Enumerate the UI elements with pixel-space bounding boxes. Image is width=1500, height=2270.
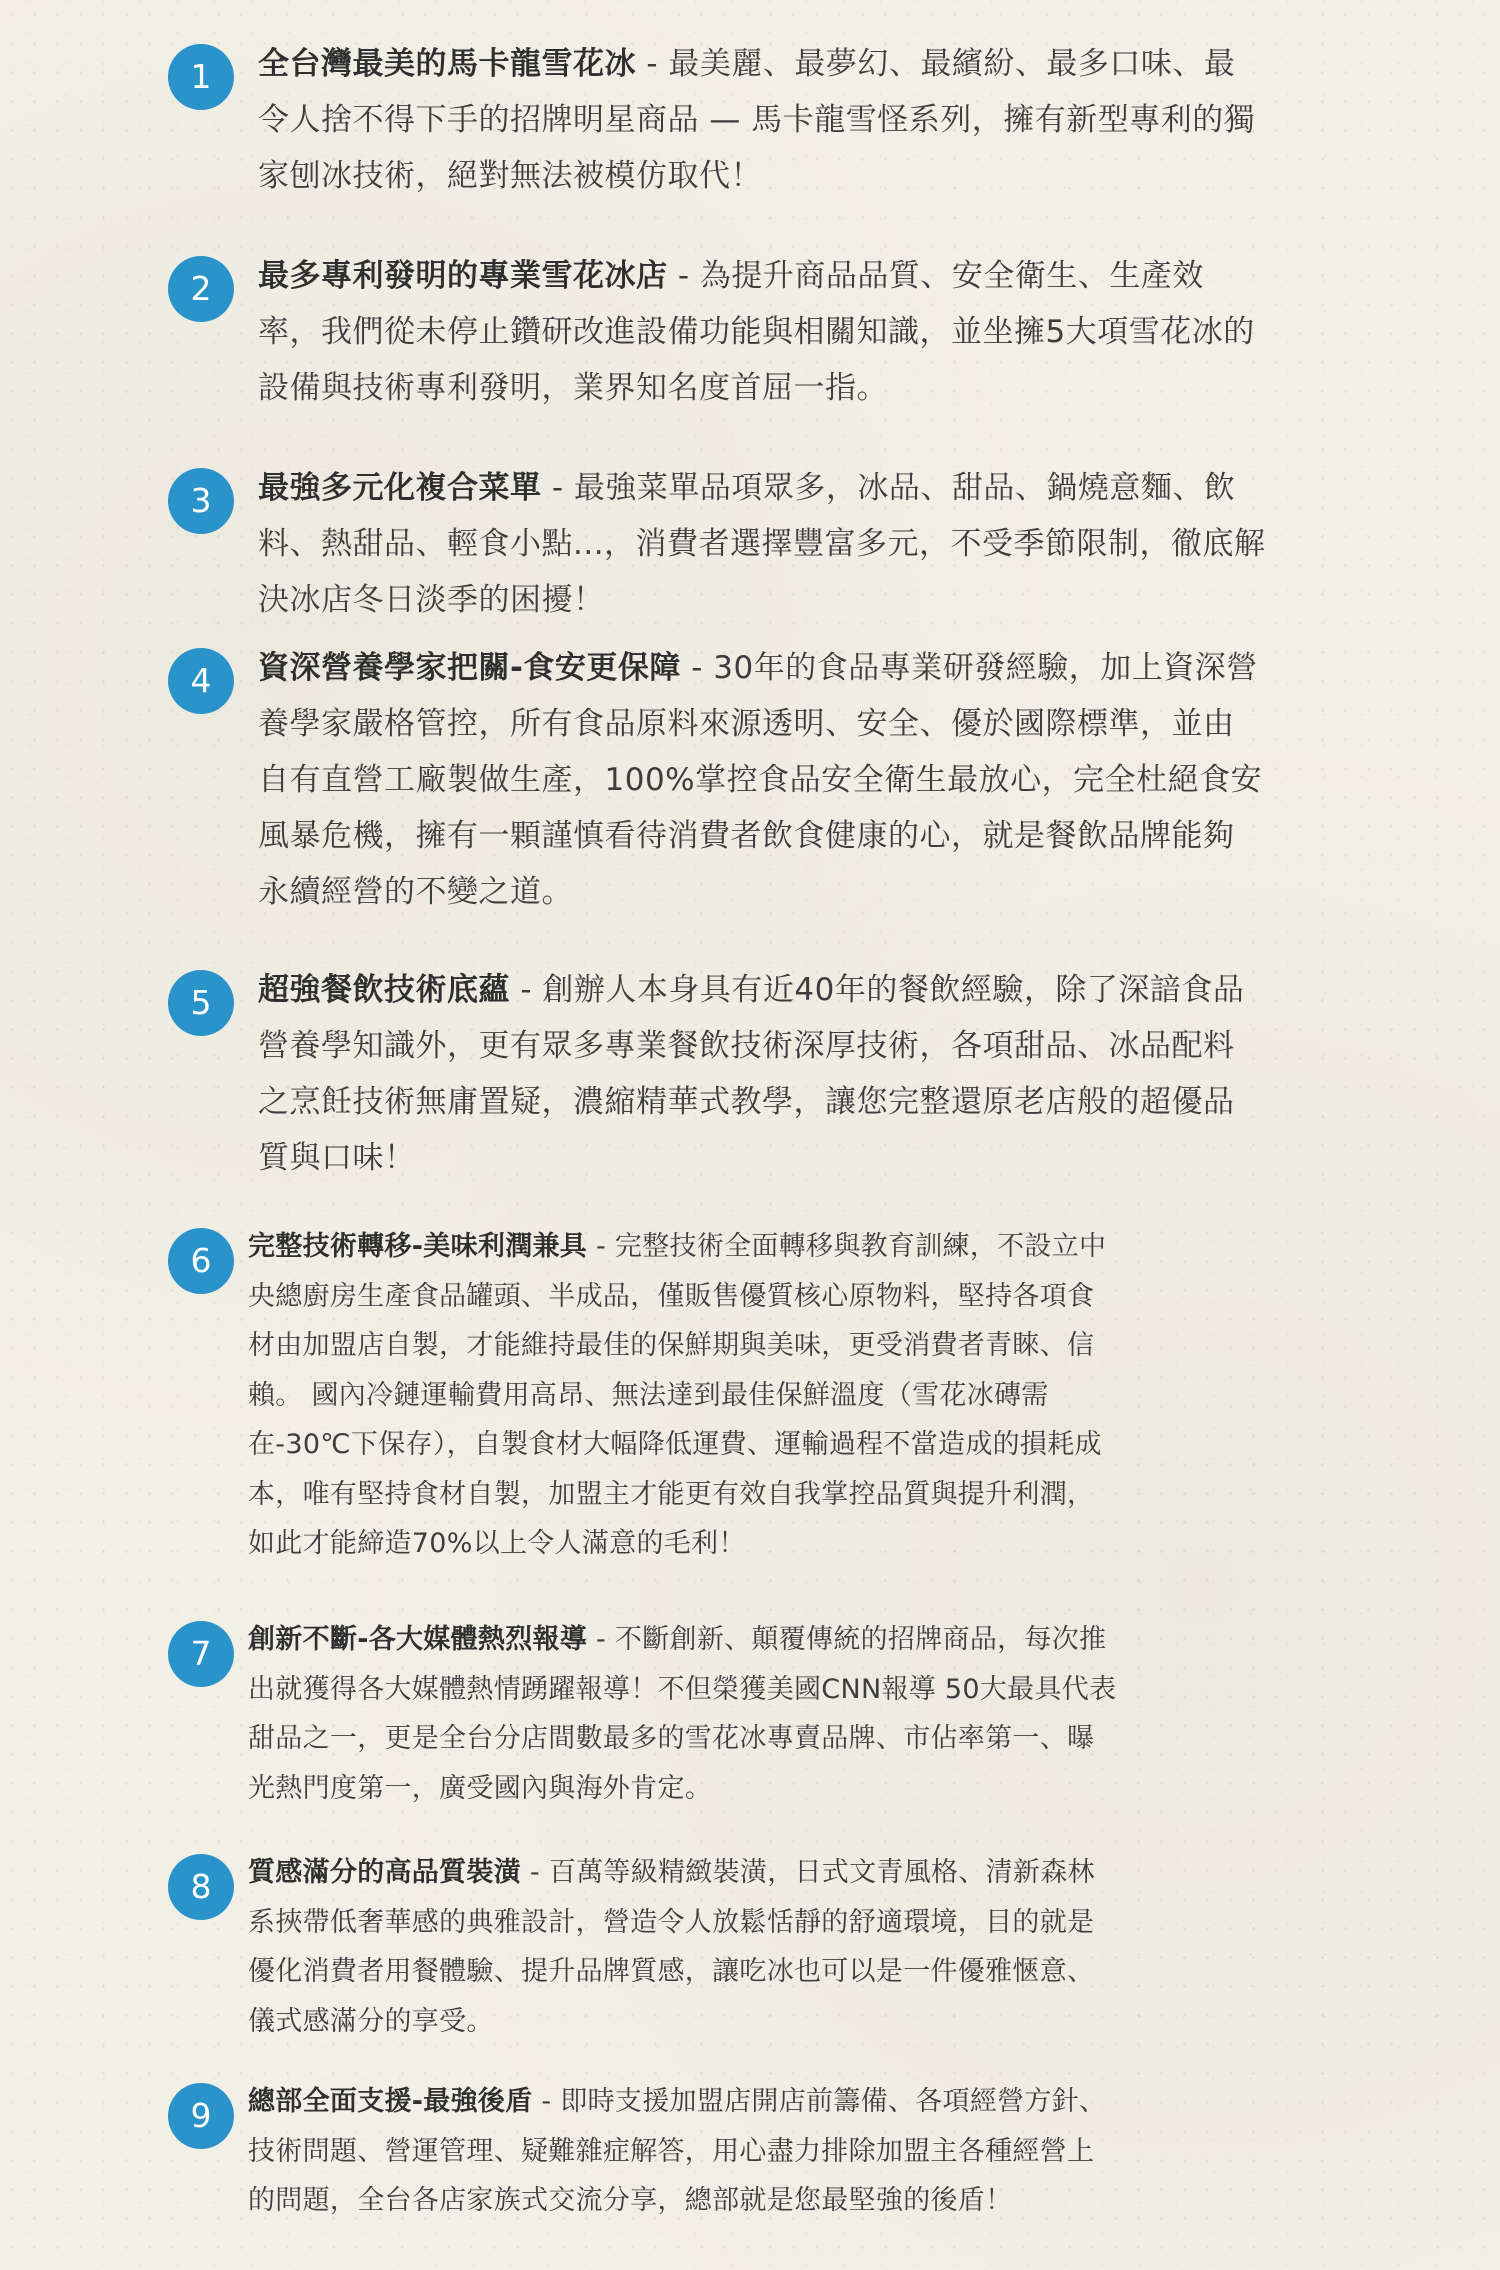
- number-badge: 5: [168, 970, 234, 1036]
- number-badge: 6: [168, 1228, 234, 1294]
- number-badge: 7: [168, 1621, 234, 1687]
- number-badge: 2: [168, 256, 234, 322]
- number-badge: 4: [168, 648, 234, 714]
- feature-text: 最強多元化複合菜單 - 最強菜單品項眾多，冰品、甜品、鍋燒意麵、飲 料、熱甜品、輕食小點...，消費者選擇豐富多元，不受季節限制，徹底解 決冰店冬日淡季的困擾！: [258, 470, 1266, 618]
- number-badge: 1: [168, 44, 234, 110]
- feature-text: 完整技術轉移-美味利潤兼具 - 完整技術全面轉移與教育訓練，不設立中 央總廚房生產食品罐頭、半成品，僅販售優質核心原物料，堅持各項食 材由加盟店自製，才能維持最佳的保鮮期與美味，更受消費者青睞、信 賴。 國內冷鏈運輸費用高昂、無法達到最佳保鮮溫度（雪花冰磚需 在-30℃下保存），自製食材大幅降低運費、運輸過程不當造成的損耗成 本，唯有堅持食材自製，加盟主才能更有效自我掌控品質與提升利潤， 如此才能締造70%以上令人滿意的毛利！: [248, 1231, 1107, 1559]
- feature-text: 總部全面支援-最強後盾 - 即時支援加盟店開店前籌備、各項經營方針、 技術問題、營運管理、疑難雜症解答，用心盡力排除加盟主各種經營上 的問題，全台各店家族式交流分享，總部就是您最堅強的後盾！: [248, 2086, 1107, 2216]
- feature-title: 全台灣最美的馬卡龍雪花冰: [258, 46, 636, 82]
- feature-title: 總部全面支援-最強後盾: [248, 2086, 533, 2117]
- number-badge: 9: [168, 2083, 234, 2149]
- feature-title: 最強多元化複合菜單: [258, 470, 542, 506]
- feature-text: 全台灣最美的馬卡龍雪花冰 - 最美麗、最夢幻、最繽紛、最多口味、最 令人捨不得下手的招牌明星商品 — 馬卡龍雪怪系列，擁有新型專利的獨 家刨冰技術，絕對無法被模仿取代！: [258, 46, 1256, 194]
- feature-title: 資深營養學家把關-食安更保障: [258, 650, 681, 686]
- number-badge: 8: [168, 1854, 234, 1920]
- feature-title: 創新不斷-各大媒體熱烈報導: [248, 1624, 588, 1655]
- feature-title: 完整技術轉移-美味利潤兼具: [248, 1231, 588, 1262]
- feature-text: 超強餐飲技術底蘊 - 創辦人本身具有近40年的餐飲經驗，除了深諳食品 營養學知識外，更有眾多專業餐飲技術深厚技術，各項甜品、冰品配料 之烹飪技術無庸置疑，濃縮精華式教學，讓您完整還原老店般的超優品 質與口味！: [258, 972, 1245, 1176]
- feature-text: 創新不斷-各大媒體熱烈報導 - 不斷創新、顛覆傳統的招牌商品，每次推 出就獲得各大媒體熱情踴躍報導！不但榮獲美國CNN報導 50大最具代表 甜品之一，更是全台分店間數最多的雪花冰專賣品牌、市佔率第一、曝 光熱門度第一，廣受國內與海外肯定。: [248, 1624, 1117, 1804]
- feature-text: 最多專利發明的專業雪花冰店 - 為提升商品品質、安全衛生、生產效 率，我們從未停止鑽研改進設備功能與相關知識，並坐擁5大項雪花冰的 設備與技術專利發明，業界知名度首屈一指。: [258, 258, 1255, 406]
- feature-title: 質感滿分的高品質裝潢: [248, 1857, 521, 1888]
- number-badge: 3: [168, 468, 234, 534]
- feature-title: 超強餐飲技術底蘊: [258, 972, 510, 1008]
- feature-text: 資深營養學家把關-食安更保障 - 30年的食品專業研發經驗，加上資深營 養學家嚴格管控，所有食品原料來源透明、安全、優於國際標準，並由 自有直營工廠製做生產，100%掌控食品安全衛生最放心，完全杜絕食安 風暴危機，擁有一顆謹慎看待消費者飲食健康的心，就是餐飲品牌能夠 永續經營的不變之道。: [258, 650, 1263, 910]
- feature-text: 質感滿分的高品質裝潢 - 百萬等級精緻裝潢，日式文青風格、清新森林 系挾帶低奢華感的典雅設計，營造令人放鬆恬靜的舒適環境，目的就是 優化消費者用餐體驗、提升品牌質感，讓吃冰也可以是一件優雅愜意、 儀式感滿分的享受。: [248, 1857, 1095, 2037]
- feature-title: 最多專利發明的專業雪花冰店: [258, 258, 668, 294]
